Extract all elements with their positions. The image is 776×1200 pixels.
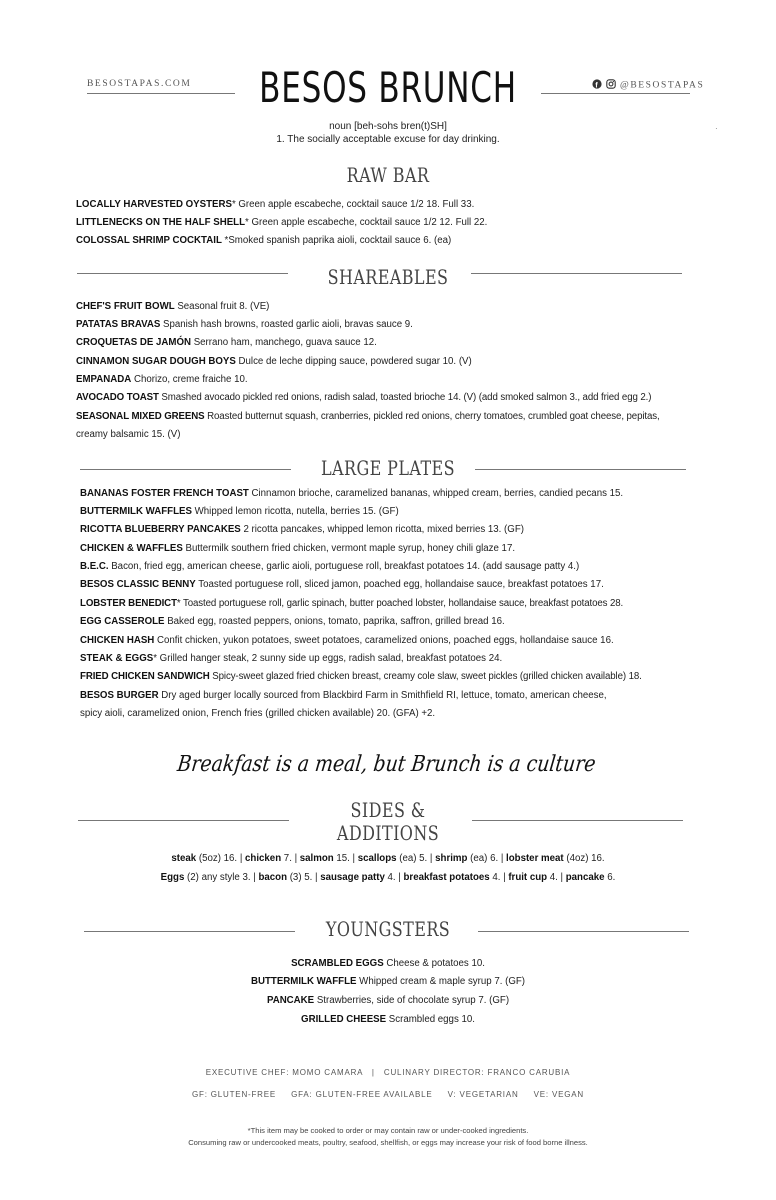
item-name: BESOS BURGER [80,690,159,701]
section-title-raw-bar: RAW BAR [346,163,430,187]
side-name: salmon [299,853,334,864]
item-description: Cheese & potatoes 10. [383,958,485,969]
menu-item [80,634,614,647]
menu-item [80,597,623,610]
item-name: PANCAKE [266,995,315,1006]
side-desc: 4. | [547,872,566,883]
side-name: Eggs [160,872,185,883]
item-description: Cinnamon brioche, caramelized bananas, whipped cream, berries, candied pecans 15. [248,488,624,499]
social-handle[interactable] [592,79,704,92]
header-rule-right [541,93,690,94]
side-name: scallops [357,853,397,864]
menu-item [76,318,413,331]
item-continuation: creamy balsamic 15. (V) [76,429,181,440]
item-name: GRILLED CHEESE [301,1014,387,1025]
menu-item [76,198,474,211]
item-name: CHEF'S FRUIT BOWL [76,301,175,312]
item-name: CHICKEN & WAFFLES [80,543,183,554]
menu-item [80,542,515,555]
side-desc: 15. | [333,853,358,864]
side-name: steak [171,853,197,864]
menu-item [0,957,776,970]
side-name: lobster meat [506,853,564,864]
item-name: COLOSSAL SHRIMP COCKTAIL [76,235,222,246]
section-title-large-plates: LARGE PLATES [321,456,455,480]
item-description: * Toasted portuguese roll, garlic spinach, butter poached lobster, hollandaise sauce, breakfast potatoes 28. [176,598,624,609]
page-title: BESOS BRUNCH [259,63,517,112]
side-desc: (5oz) 16. | [196,853,246,864]
item-description: Chorizo, creme fraiche 10. [131,374,248,385]
tagline-definition: 1. The socially acceptable excuse for day drinking. [276,134,500,145]
header-rule-left [87,93,235,94]
side-name: shrimp [435,853,468,864]
item-name: EMPANADA [76,374,132,385]
tagline-pronunciation: noun [beh-sohs bren(t)SH] [329,121,447,132]
side-desc: (4oz) 16. [563,853,605,864]
item-name: SEASONAL MIXED GREENS [76,411,205,422]
menu-item [76,336,377,349]
item-description: * Green apple escabeche, cocktail sauce 1/2 18. Full 33. [231,199,475,210]
item-name: AVOCADO TOAST [76,392,159,403]
side-desc: (ea) 6. | [467,853,507,864]
section-rule-right [475,469,686,470]
disclaimer-line-2: Consuming raw or undercooked meats, poultry, seafood, shellfish, or eggs may increase your risk of food borne illness. [188,1138,588,1147]
item-description: Spanish hash browns, roasted garlic aioli, bravas sauce 9. [160,319,413,330]
menu-item [76,234,451,247]
item-name: SCRAMBLED EGGS [291,958,384,969]
item-name: CROQUETAS DE JAMÓN [76,337,192,348]
sides-line-2 [0,871,776,884]
item-name: BESOS CLASSIC BENNY [80,579,196,590]
menu-item [76,216,487,229]
sides-line-1 [0,852,776,865]
item-description: Dry aged burger locally sourced from Blackbird Farm in Smithfield RI, lettuce, tomato, american cheese, [158,690,607,701]
side-desc: 7. | [281,853,300,864]
side-name: chicken [245,853,282,864]
facebook-icon[interactable] [592,79,602,92]
item-name: CHICKEN HASH [80,635,155,646]
item-description: Dulce de leche dipping sauce, powdered sugar 10. (V) [235,356,472,367]
side-desc: (ea) 5. | [396,853,436,864]
menu-item [80,505,399,518]
menu-item [76,373,248,386]
social-handle-text: @BESOSTAPAS [619,80,705,91]
instagram-icon[interactable] [606,79,616,92]
item-continuation: spicy aioli, caramelized onion, French fries (grilled chicken available) 20. (GFA) +2. [80,708,436,719]
item-name: LITTLENECKS ON THE HALF SHELL [76,217,245,228]
item-name: RICOTTA BLUEBERRY PANCAKES [80,524,241,535]
corner-marker: · [715,124,718,133]
section-rule-right [471,273,682,274]
item-description: Strawberries, side of chocolate syrup 7. (GF) [314,995,510,1006]
item-name: LOCALLY HARVESTED OYSTERS [76,199,232,210]
menu-item [76,410,660,423]
item-name: BUTTERMILK WAFFLES [80,506,192,517]
item-name: PATATAS BRAVAS [76,319,161,330]
item-description: * Grilled hanger steak, 2 sunny side up eggs, radish salad, breakfast potatoes 24. [153,653,503,664]
side-desc: (3) 5. | [287,872,321,883]
item-description: 2 ricotta pancakes, whipped lemon ricotta, mixed berries 13. (GF) [240,524,524,535]
item-description: Serrano ham, manchego, guava sauce 12. [191,337,377,348]
side-name: sausage patty [320,872,385,883]
item-description: Whipped lemon ricotta, nutella, berries 15. (GF) [191,506,399,517]
menu-item [80,652,502,665]
item-description: * Green apple escabeche, cocktail sauce 1/2 12. Full 22. [245,217,488,228]
item-description: Baked egg, roasted peppers, onions, tomato, paprika, saffron, grilled bread 16. [164,616,505,627]
menu-item [80,487,623,500]
menu-item [0,975,776,988]
menu-item [76,300,269,313]
side-name: bacon [258,872,288,883]
item-description: Bacon, fried egg, american cheese, garlic aioli, portuguese roll, breakfast potatoes 14. (add sausage patty 4.) [108,561,580,572]
menu-item [80,670,642,683]
side-desc: (2) any style 3. | [184,872,259,883]
menu-item [80,523,524,536]
item-description: Smashed avocado pickled red onions, radish salad, toasted brioche 14. (V) (add smoked salmon 3., add fried egg 2.) [158,392,652,403]
side-name: pancake [565,872,605,883]
item-name: BANANAS FOSTER FRENCH TOAST [80,488,249,499]
section-title-sides-line2: ADDITIONS [336,821,440,845]
brunch-quote: Breakfast is a meal, but Brunch is a culture [175,752,598,777]
item-description: Spicy-sweet glazed fried chicken breast, creamy cole slaw, sweet pickles (grilled chicken available) 18. [209,671,642,682]
item-description: Confit chicken, yukon potatoes, sweet potatoes, caramelized onions, poached eggs, hollandaise sauce 16. [154,635,614,646]
menu-item [80,560,579,573]
item-name: FRIED CHICKEN SANDWICH [80,671,210,682]
item-name: B.E.C. [80,561,109,572]
chef-credits: EXECUTIVE CHEF: MOMO CAMARA | CULINARY DIRECTOR: FRANCO CARUBIA [205,1068,571,1077]
item-description: Toasted portuguese roll, sliced jamon, poached egg, hollandaise sauce, breakfast potatoes 17. [195,579,604,590]
dietary-legend: GF: GLUTEN-FREE GFA: GLUTEN-FREE AVAILABLE V: VEGETARIAN VE: VEGAN [192,1090,584,1099]
side-name: fruit cup [508,872,548,883]
menu-item [76,355,472,368]
item-name: STEAK & EGGS [80,653,154,664]
menu-item [80,578,604,591]
side-desc: 4. | [384,872,404,883]
disclaimer-line-1: *This item may be cooked to order or may contain raw or under-cooked ingredients. [247,1126,529,1135]
item-description: Buttermilk southern fried chicken, vermont maple syrup, honey chili glaze 17. [182,543,516,554]
side-name: breakfast potatoes [403,872,490,883]
menu-item [80,689,607,702]
side-desc: 4. | [489,872,509,883]
menu-item [80,615,505,628]
website-link[interactable]: BESOSTAPAS.COM [87,79,192,89]
item-name: LOBSTER BENEDICT [80,598,177,609]
item-description: Seasonal fruit 8. (VE) [174,301,270,312]
section-title-youngsters: YOUNGSTERS [325,917,451,941]
section-rule-right [472,820,683,821]
section-rule-right [478,931,689,932]
item-description: Scrambled eggs 10. [386,1014,475,1025]
menu-item [76,391,651,404]
menu-item [0,1013,776,1026]
section-title-sides-line1: SIDES & [350,798,426,822]
item-name: EGG CASSEROLE [80,616,165,627]
menu-item [0,994,776,1007]
item-name: BUTTERMILK WAFFLE [251,976,357,987]
item-name: CINNAMON SUGAR DOUGH BOYS [76,356,236,367]
svg-text:f: f [595,80,600,89]
item-description: Roasted butternut squash, cranberries, pickled red onions, cherry tomatoes, crumbled goat cheese, pepitas, [204,411,660,422]
item-description: *Smoked spanish paprika aioli, cocktail sauce 6. (ea) [221,235,452,246]
section-title-shareables: SHAREABLES [327,265,449,289]
item-description: Whipped cream & maple syrup 7. (GF) [356,976,525,987]
side-desc: 6. [604,872,616,883]
